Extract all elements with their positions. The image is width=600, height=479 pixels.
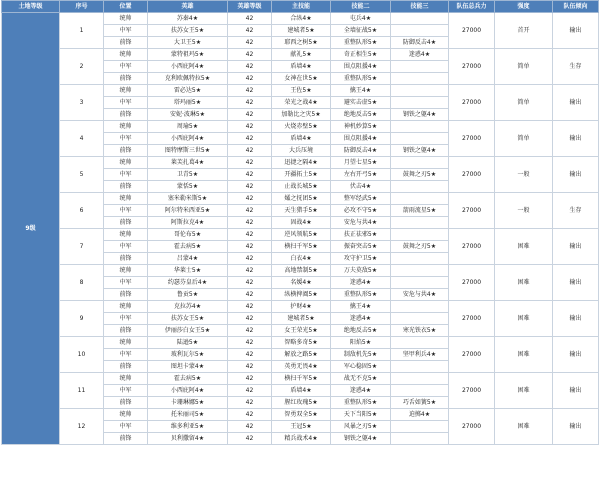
total-troops-cell: 27000 <box>449 373 495 409</box>
table-row <box>2 301 599 313</box>
hero-cell: 陆逊5★ <box>148 337 228 349</box>
tendency-cell: 输出 <box>553 301 599 337</box>
skill-three-cell <box>391 13 449 25</box>
skill-two-cell: 重整队形5★ <box>331 37 391 49</box>
position-cell: 中军 <box>104 133 148 145</box>
skill-two-cell: 阳焰5★ <box>331 337 391 349</box>
hero-cell: 扶苏女王5★ <box>148 313 228 325</box>
skill-three-cell <box>391 277 449 289</box>
total-troops-cell: 27000 <box>449 49 495 85</box>
hero-cell: 鲁贡5★ <box>148 289 228 301</box>
strength-cell: 简单 <box>495 121 553 157</box>
hero-level-cell: 42 <box>228 277 272 289</box>
skill-three-cell: 防御反击4★ <box>391 37 449 49</box>
hero-level-cell: 42 <box>228 265 272 277</box>
position-cell: 统帅 <box>104 157 148 169</box>
hero-cell: 蒙特祖玛5★ <box>148 49 228 61</box>
main-skill-cell: 合纵4★ <box>272 13 331 25</box>
strength-cell: 困难 <box>495 337 553 373</box>
hero-level-cell: 42 <box>228 145 272 157</box>
total-troops-cell: 27000 <box>449 193 495 229</box>
main-skill-cell: 开疆拓土5★ <box>272 169 331 181</box>
skill-two-cell: 防御反击4★ <box>331 145 391 157</box>
skill-two-cell: 重整队形5★ <box>331 73 391 85</box>
hero-level-cell: 42 <box>228 13 272 25</box>
skill-two-cell: 迷惑4★ <box>331 313 391 325</box>
position-cell: 统帅 <box>104 265 148 277</box>
skill-three-cell <box>391 157 449 169</box>
hero-level-cell: 42 <box>228 373 272 385</box>
tendency-cell: 输出 <box>553 13 599 49</box>
tendency-cell: 输出 <box>553 373 599 409</box>
position-cell: 中军 <box>104 205 148 217</box>
header-strength: 强度 <box>495 1 553 13</box>
skill-three-cell <box>391 85 449 97</box>
main-skill-cell: 加勒比之灾5★ <box>272 109 331 121</box>
skill-three-cell <box>391 121 449 133</box>
skill-two-cell: 擒王4★ <box>331 301 391 313</box>
position-cell: 中军 <box>104 97 148 109</box>
skill-three-cell <box>391 133 449 145</box>
skill-three-cell <box>391 313 449 325</box>
hero-level-cell: 42 <box>228 337 272 349</box>
position-cell: 中军 <box>104 25 148 37</box>
skill-two-cell: 擒王4★ <box>331 85 391 97</box>
skill-three-cell: 安危与共4★ <box>391 289 449 301</box>
team-number-cell: 9 <box>60 301 104 337</box>
total-troops-cell: 27000 <box>449 157 495 193</box>
main-skill-cell: 迅捷之隔4★ <box>272 157 331 169</box>
tendency-cell: 输出 <box>553 229 599 265</box>
header-row <box>2 1 599 13</box>
strength-cell: 简单 <box>495 49 553 85</box>
header-hero-level: 英雄等级 <box>228 1 272 13</box>
skill-three-cell <box>391 385 449 397</box>
header-main-skill: 主技能 <box>272 1 331 13</box>
hero-level-cell: 42 <box>228 133 272 145</box>
tendency-cell: 生存 <box>553 193 599 229</box>
main-skill-cell: 天生猎手5★ <box>272 205 331 217</box>
skill-two-cell: 左右开弓5★ <box>331 169 391 181</box>
total-troops-cell: 27000 <box>449 13 495 49</box>
skill-three-cell: 寒光铁衣5★ <box>391 325 449 337</box>
header-tendency: 队伍倾向 <box>553 1 599 13</box>
main-skill-cell: 名媛4★ <box>272 277 331 289</box>
hero-cell: 图特摩斯三世5★ <box>148 145 228 157</box>
skill-two-cell: 攻守护卫5★ <box>331 253 391 265</box>
skill-two-cell: 风暴之刃5★ <box>331 421 391 433</box>
hero-cell: 约瑟芬皇后4★ <box>148 277 228 289</box>
hero-level-cell: 42 <box>228 217 272 229</box>
main-skill-cell: 孀之抚团5★ <box>272 193 331 205</box>
hero-level-cell: 42 <box>228 157 272 169</box>
header-position: 位置 <box>104 1 148 13</box>
hero-level-cell: 42 <box>228 169 272 181</box>
skill-two-cell: 迷惑4★ <box>331 385 391 397</box>
total-troops-cell: 27000 <box>449 409 495 445</box>
position-cell: 中军 <box>104 349 148 361</box>
position-cell: 统帅 <box>104 337 148 349</box>
main-skill-cell: 火烧赤壁5★ <box>272 121 331 133</box>
table-row <box>2 409 599 421</box>
skill-two-cell: 迷惑4★ <box>331 277 391 289</box>
position-cell: 中军 <box>104 313 148 325</box>
hero-level-cell: 42 <box>228 109 272 121</box>
main-skill-cell: 耶西之树5★ <box>272 37 331 49</box>
hero-level-cell: 42 <box>228 61 272 73</box>
skill-two-cell: 安危与共4★ <box>331 217 391 229</box>
hero-level-cell: 42 <box>228 253 272 265</box>
hero-cell: 克利欧佩特拉5★ <box>148 73 228 85</box>
hero-level-cell: 42 <box>228 193 272 205</box>
table-row <box>2 265 599 277</box>
skill-two-cell: 围点阻援4★ <box>331 61 391 73</box>
tendency-cell: 输出 <box>553 265 599 301</box>
table-row <box>2 13 599 25</box>
team-number-cell: 5 <box>60 157 104 193</box>
main-skill-cell: 智略多奇5★ <box>272 337 331 349</box>
position-cell: 统帅 <box>104 85 148 97</box>
table-row <box>2 193 599 205</box>
hero-cell: 图坦卡蒙4★ <box>148 361 228 373</box>
hero-level-cell: 42 <box>228 37 272 49</box>
strength-cell: 困难 <box>495 265 553 301</box>
team-number-cell: 2 <box>60 49 104 85</box>
tendency-cell: 输出 <box>553 337 599 373</box>
hero-cell: 雷必达5★ <box>148 85 228 97</box>
skill-three-cell: 钢铁之躯4★ <box>391 145 449 157</box>
skill-two-cell: 重整队形5★ <box>331 289 391 301</box>
main-skill-cell: 荣光之战4★ <box>272 97 331 109</box>
skill-three-cell: 鼓舞之刃5★ <box>391 241 449 253</box>
hero-level-cell: 42 <box>228 421 272 433</box>
position-cell: 前锋 <box>104 145 148 157</box>
hero-cell: 塞米勒米斯5★ <box>148 193 228 205</box>
skill-two-cell: 必攻不守5★ <box>331 205 391 217</box>
position-cell: 统帅 <box>104 13 148 25</box>
hero-cell: 苏秦4★ <box>148 13 228 25</box>
hero-level-cell: 42 <box>228 409 272 421</box>
skill-three-cell: 迷惑4★ <box>391 49 449 61</box>
hero-cell: 小西庇阿4★ <box>148 61 228 73</box>
main-skill-cell: 女王荣光5★ <box>272 325 331 337</box>
skill-two-cell: 振奋突击5★ <box>331 241 391 253</box>
header-total-troops: 队伍总兵力 <box>449 1 495 13</box>
hero-cell: 玻利瓦尔5★ <box>148 349 228 361</box>
hero-cell: 扶苏女王5★ <box>148 25 228 37</box>
hero-cell: 小西庇阿4★ <box>148 385 228 397</box>
skill-three-cell <box>391 217 449 229</box>
total-troops-cell: 27000 <box>449 265 495 301</box>
tendency-cell: 输出 <box>553 85 599 121</box>
position-cell: 前锋 <box>104 109 148 121</box>
position-cell: 统帅 <box>104 193 148 205</box>
hero-cell: 贝利撒留4★ <box>148 433 228 445</box>
main-skill-cell: 横扫千军5★ <box>272 373 331 385</box>
skill-three-cell <box>391 253 449 265</box>
tendency-cell: 输出 <box>553 121 599 157</box>
position-cell: 前锋 <box>104 217 148 229</box>
hero-cell: 周瑜5★ <box>148 121 228 133</box>
skill-two-cell: 围点阻援4★ <box>331 133 391 145</box>
total-troops-cell: 27000 <box>449 121 495 157</box>
skill-two-cell: 伏击4★ <box>331 181 391 193</box>
total-troops-cell: 27000 <box>449 229 495 265</box>
skill-two-cell: 重整队形5★ <box>331 397 391 409</box>
hero-level-cell: 42 <box>228 397 272 409</box>
hero-level-cell: 42 <box>228 97 272 109</box>
skill-two-cell: 月望七星5★ <box>331 157 391 169</box>
position-cell: 统帅 <box>104 121 148 133</box>
hero-cell: 克拉苏4★ <box>148 301 228 313</box>
strength-cell: 困难 <box>495 229 553 265</box>
table-row <box>2 229 599 241</box>
header-hero: 英雄 <box>148 1 228 13</box>
position-cell: 统帅 <box>104 229 148 241</box>
main-skill-cell: 纵横捭阖5★ <box>272 289 331 301</box>
hero-cell: 霍去病5★ <box>148 241 228 253</box>
skill-three-cell <box>391 421 449 433</box>
strength-cell: 一般 <box>495 193 553 229</box>
position-cell: 中军 <box>104 277 148 289</box>
table-row <box>2 157 599 169</box>
main-skill-cell: 盾墙4★ <box>272 385 331 397</box>
team-table <box>1 0 599 445</box>
position-cell: 前锋 <box>104 397 148 409</box>
position-cell: 统帅 <box>104 373 148 385</box>
main-skill-cell: 精兵战术4★ <box>272 433 331 445</box>
skill-three-cell <box>391 25 449 37</box>
skill-three-cell <box>391 301 449 313</box>
main-skill-cell: 解放之路5★ <box>272 349 331 361</box>
position-cell: 前锋 <box>104 289 148 301</box>
header-land-level: 土地等级 <box>2 1 60 13</box>
position-cell: 前锋 <box>104 181 148 193</box>
skill-three-cell: 箭雨流星5★ <box>391 205 449 217</box>
table-row <box>2 85 599 97</box>
table-body <box>2 13 599 445</box>
position-cell: 统帅 <box>104 301 148 313</box>
skill-three-cell <box>391 229 449 241</box>
strength-cell: 一般 <box>495 157 553 193</box>
main-skill-cell: 盾墙4★ <box>272 61 331 73</box>
hero-cell: 卡珊琳娜5★ <box>148 397 228 409</box>
main-skill-cell: 逆风领航5★ <box>272 229 331 241</box>
hero-level-cell: 42 <box>228 181 272 193</box>
position-cell: 前锋 <box>104 253 148 265</box>
position-cell: 前锋 <box>104 325 148 337</box>
hero-cell: 塔玛丽5★ <box>148 97 228 109</box>
skill-two-cell: 军心稳固5★ <box>331 361 391 373</box>
skill-two-cell: 奇正相生5★ <box>331 49 391 61</box>
hero-cell: 维多利亚5★ <box>148 421 228 433</box>
hero-level-cell: 42 <box>228 85 272 97</box>
land-level-cell: 9级 <box>2 13 60 445</box>
position-cell: 统帅 <box>104 49 148 61</box>
skill-two-cell: 整军经武5★ <box>331 193 391 205</box>
skill-three-cell <box>391 361 449 373</box>
hero-cell: 阿尔特米西亚5★ <box>148 205 228 217</box>
hero-cell: 吕蒙4★ <box>148 253 228 265</box>
tendency-cell: 输出 <box>553 157 599 193</box>
position-cell: 前锋 <box>104 37 148 49</box>
position-cell: 中军 <box>104 421 148 433</box>
hero-cell: 卫青5★ <box>148 169 228 181</box>
hero-cell: 安妮·波琳5★ <box>148 109 228 121</box>
main-skill-cell: 大兵压境 <box>272 145 331 157</box>
skill-three-cell: 钢铁之躯4★ <box>391 109 449 121</box>
hero-cell: 蒙恬5★ <box>148 181 228 193</box>
skill-three-cell <box>391 193 449 205</box>
hero-level-cell: 42 <box>228 49 272 61</box>
header-skill-two: 技能二 <box>331 1 391 13</box>
main-skill-cell: 智勇双全5★ <box>272 409 331 421</box>
hero-level-cell: 42 <box>228 229 272 241</box>
hero-level-cell: 42 <box>228 205 272 217</box>
skill-three-cell <box>391 373 449 385</box>
main-skill-cell: 建城者5★ <box>272 313 331 325</box>
tendency-cell: 生存 <box>553 49 599 85</box>
hero-level-cell: 42 <box>228 121 272 133</box>
skill-two-cell: 天下当阳5★ <box>331 409 391 421</box>
hero-cell: 托米丽司5★ <box>148 409 228 421</box>
total-troops-cell: 27000 <box>449 301 495 337</box>
hero-level-cell: 42 <box>228 289 272 301</box>
skill-three-cell <box>391 181 449 193</box>
skill-three-cell: 鼓舞之刃5★ <box>391 169 449 181</box>
skill-two-cell: 战无不克5★ <box>331 373 391 385</box>
skill-three-cell <box>391 61 449 73</box>
skill-three-cell <box>391 97 449 109</box>
position-cell: 中军 <box>104 385 148 397</box>
main-skill-cell: 腥红玫瑰5★ <box>272 397 331 409</box>
position-cell: 前锋 <box>104 73 148 85</box>
team-number-cell: 12 <box>60 409 104 445</box>
strength-cell: 困难 <box>495 409 553 445</box>
skill-two-cell: 绝地反击5★ <box>331 325 391 337</box>
hero-level-cell: 42 <box>228 25 272 37</box>
hero-level-cell: 42 <box>228 325 272 337</box>
skill-two-cell: 全墙征战5★ <box>331 25 391 37</box>
total-troops-cell: 27000 <box>449 85 495 121</box>
main-skill-cell: 英勇无畏4★ <box>272 361 331 373</box>
skill-three-cell <box>391 265 449 277</box>
hero-cell: 霍去病5★ <box>148 373 228 385</box>
hero-cell: 阿斯拉克4★ <box>148 217 228 229</box>
main-skill-cell: 止战长城5★ <box>272 181 331 193</box>
skill-three-cell <box>391 337 449 349</box>
skill-two-cell: 屯兵4★ <box>331 13 391 25</box>
hero-cell: 大卫王5★ <box>148 37 228 49</box>
main-skill-cell: 王冠5★ <box>272 421 331 433</box>
tendency-cell: 输出 <box>553 409 599 445</box>
main-skill-cell: 固战4★ <box>272 217 331 229</box>
table-row <box>2 121 599 133</box>
skill-three-cell <box>391 433 449 445</box>
skill-three-cell: 巧舌如簧5★ <box>391 397 449 409</box>
team-number-cell: 10 <box>60 337 104 373</box>
team-number-cell: 4 <box>60 121 104 157</box>
main-skill-cell: 盾墙4★ <box>272 133 331 145</box>
skill-two-cell: 万夫莫敌5★ <box>331 265 391 277</box>
strength-cell: 简单 <box>495 85 553 121</box>
total-troops-cell: 27000 <box>449 337 495 373</box>
position-cell: 前锋 <box>104 433 148 445</box>
hero-level-cell: 42 <box>228 301 272 313</box>
main-skill-cell: 横扫千军5★ <box>272 241 331 253</box>
position-cell: 统帅 <box>104 409 148 421</box>
hero-level-cell: 42 <box>228 349 272 361</box>
header-number: 序号 <box>60 1 104 13</box>
skill-two-cell: 钢铁之躯4★ <box>331 433 391 445</box>
skill-two-cell: 神机妙算5★ <box>331 121 391 133</box>
hero-level-cell: 42 <box>228 361 272 373</box>
position-cell: 中军 <box>104 241 148 253</box>
main-skill-cell: 护财4★ <box>272 301 331 313</box>
hero-cell: 伊丽莎白女王5★ <box>148 325 228 337</box>
team-number-cell: 7 <box>60 229 104 265</box>
main-skill-cell: 建城者5★ <box>272 25 331 37</box>
position-cell: 中军 <box>104 61 148 73</box>
header-skill-three: 技能三 <box>391 1 449 13</box>
strength-cell: 首开 <box>495 13 553 49</box>
main-skill-cell: 高地禁制5★ <box>272 265 331 277</box>
team-number-cell: 11 <box>60 373 104 409</box>
table-row <box>2 337 599 349</box>
strength-cell: 困难 <box>495 373 553 409</box>
team-number-cell: 8 <box>60 265 104 301</box>
skill-two-cell: 制敌机先5★ <box>331 349 391 361</box>
position-cell: 前锋 <box>104 361 148 373</box>
hero-cell: 小西庇阿4★ <box>148 133 228 145</box>
team-number-cell: 1 <box>60 13 104 49</box>
hero-level-cell: 42 <box>228 313 272 325</box>
main-skill-cell: 女神在世5★ <box>272 73 331 85</box>
hero-level-cell: 42 <box>228 385 272 397</box>
strength-cell: 困难 <box>495 301 553 337</box>
position-cell: 中军 <box>104 169 148 181</box>
team-number-cell: 3 <box>60 85 104 121</box>
hero-cell: 莱芙扎葛4★ <box>148 157 228 169</box>
main-skill-cell: 献礼5★ <box>272 49 331 61</box>
main-skill-cell: 王佐5★ <box>272 85 331 97</box>
hero-level-cell: 42 <box>228 73 272 85</box>
main-skill-cell: 白衣4★ <box>272 253 331 265</box>
hero-level-cell: 42 <box>228 241 272 253</box>
table-row <box>2 49 599 61</box>
hero-cell: 哥伦布5★ <box>148 229 228 241</box>
hero-cell: 华莱士5★ <box>148 265 228 277</box>
table-row <box>2 373 599 385</box>
skill-two-cell: 绝地反击5★ <box>331 109 391 121</box>
skill-two-cell: 避实击虚5★ <box>331 97 391 109</box>
team-number-cell: 6 <box>60 193 104 229</box>
skill-two-cell: 扶正祛邪5★ <box>331 229 391 241</box>
skill-three-cell: 坚甲利兵4★ <box>391 349 449 361</box>
hero-level-cell: 42 <box>228 433 272 445</box>
skill-three-cell <box>391 73 449 85</box>
skill-three-cell: 迫掷4★ <box>391 409 449 421</box>
